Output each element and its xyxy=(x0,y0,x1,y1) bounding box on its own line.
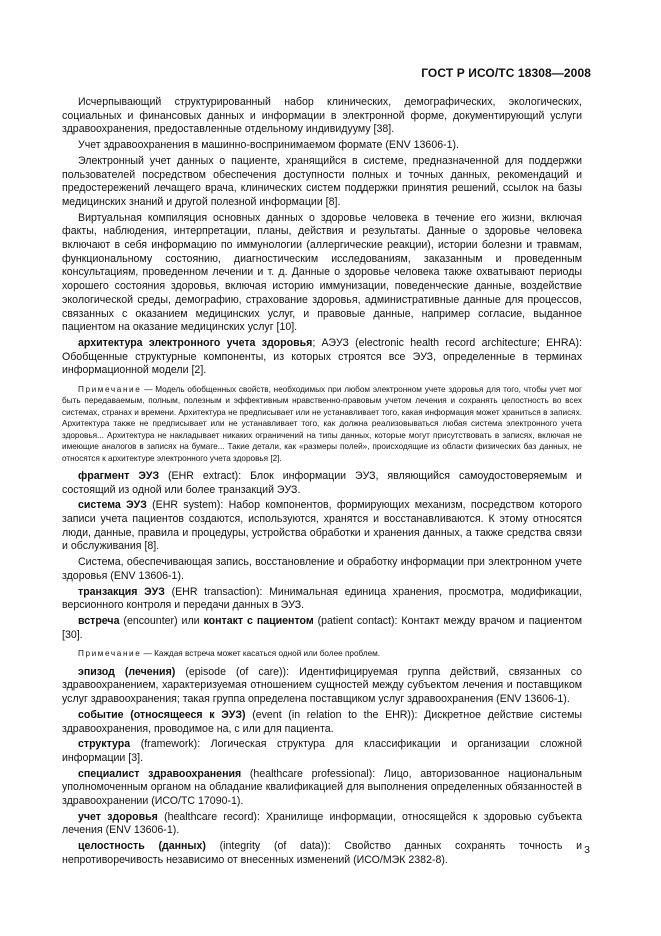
term-definition: целостность (данных) (integrity (of data)): Свойство данных сохранять точность и непротиворечивость независимо от внесенных изменений (ИСО/МЭК 2382-8). xyxy=(62,840,582,866)
term: учет здоровья xyxy=(78,810,158,823)
term: транзакция ЭУЗ xyxy=(78,585,165,598)
term: структура xyxy=(78,738,131,751)
term: система ЭУЗ xyxy=(78,499,147,512)
term: специалист здравоохранения xyxy=(78,767,242,780)
term-definition: учет здоровья (healthcare record): Хранилище информации, относящейся к здоровью субъекта лечения (ENV 13606-1). xyxy=(62,810,582,837)
term-definition: встреча (encounter) или контакт с пациентом (patient contact): Контакт между врачом и пациентом [30]. xyxy=(62,614,582,641)
term: событие (относящееся к ЭУЗ) xyxy=(78,708,246,721)
term-definition: транзакция ЭУЗ (EHR transaction): Минимальная единица хранения, просмотра, модификации, версионного контроля и передачи данных в ЭУЗ. xyxy=(62,585,582,612)
term-definition: структура (framework): Логическая структура для классификации и организации сложной информации [3]. xyxy=(62,738,582,764)
term-definition: фрагмент ЭУЗ (EHR extract): Блок информации ЭУЗ, являющийся самоудостоверяемым и состоящий из одной или более транзакций ЭУЗ. xyxy=(62,469,582,496)
term-definition: событие (относящееся к ЭУЗ) (event (in relation to the EHR)): Дискретное действие системы здравоохранения, проводимое на, с или для пациента. xyxy=(62,708,582,735)
term: эпизод (лечения) xyxy=(78,665,176,678)
standard-header: ГОСТ Р ИСО/ТС 18308—2008 xyxy=(421,66,591,80)
definition-paragraph: Учет здравоохранения в машинно-воспринимаемом формате (ENV 13606-1). xyxy=(78,139,459,152)
note-label: Примечание xyxy=(78,385,142,395)
term: встреча xyxy=(78,614,120,627)
definition-paragraph: Исчерпывающий структурированный набор клинических, демографических, экологических, социальных и финансовых данных и информации в электронной форме, документирующий услуги здравоохранения, предоставленные отдельному индивидууму [38]. xyxy=(62,96,582,136)
term: фрагмент ЭУЗ xyxy=(78,469,160,482)
term-definition: система ЭУЗ (EHR system): Набор компонентов, формирующих механизм, посредством которого записи учета пациентов создаются, используются, хранятся и восстанавливаются. К этому относятся люди, данные, правила и процедуры, устройства обработки и хранения данных, а также средства связи и обслуживания [8]. xyxy=(62,499,582,553)
definition-paragraph: Виртуальная компиляция основных данных о здоровье человека в течение его жизни, включая факты, наблюдения, интерпретации, планы, действия и результаты. Данные о здоровье человека включают в себя информацию по иммунологии (аллергические реакции), истории болезни и травмам, функциональному состоянию, диагностическим исследованиям, заказанным и проведенным консультациям, проведенном лечении и т. д. Данные о здоровье человека также охватывают периоды хорошего состояния здоровья, включая историю иммунизации, поведенческие данные, воздействие экологической среды, демографию, страхование здоровья, административные данные для процессов, связанных с оказанием медицинских услуг, и правовые данные, например согласие, выданное пациентом на оказание медицинских услуг [10]. xyxy=(62,211,582,334)
note: Примечание — Каждая встреча может касаться одной или более проблем. xyxy=(78,649,381,659)
page-content xyxy=(62,96,582,870)
definition-paragraph: Система, обеспечивающая запись, восстановление и обработку информации при электронном учете здоровья (ENV 13606-1). xyxy=(62,556,582,582)
term-definition: специалист здравоохранения (healthcare professional): Лицо, авторизованное национальным уполномоченным органом на обладание квалификацией для выполнения определенных обязанностей в здравоохранении (ИСО/ТС 17090-1). xyxy=(62,767,582,808)
definition-paragraph: Электронный учет данных о пациенте, хранящийся в системе, предназначенной для поддержки пользователей посредством обеспечения доступности полных и точных данных, рекомендаций и предостережений лечащего врача, клинических систем поддержки принятия решений, ссылок на базы медицинских знаний и другой полезной информации [8]. xyxy=(62,154,582,208)
note-label: Примечание xyxy=(78,649,142,659)
term-definition: эпизод (лечения) (episode (of care)): Идентифицируемая группа действий, связанных со здравоохранением, характеризуемая отношением сущностей между субъектом лечения и поставщиком услуг здравоохранения; такая группа определена поставщиком услуг здравоохранения (ENV 13606-1). xyxy=(62,665,583,706)
term: архитектура электронного учета здоровья xyxy=(78,336,313,349)
note: Примечание — Модель обобщенных свойств, необходимых при любом электронном учете здоровья для того, чтобы учет мог быть передаваемым, полным, полезным и эффективным нравственно-правовым учетом лечения и сохранять целостность во всех системах, странах и времени. Архитектура не предписывает или не устанавливает того, какая информация может храниться в записях. Архитектура также не предписывает или не устанавливает того, как должна реализовываться любая система электронного учета здоровья... Архитектура не накладывает никаких ограничений на типы данных, которые могут присутствовать в записях, включая не имеющие аналогов в записях на бумаге... Такие детали, как «размеры полей», происходящие из области физических баз данных, не относятся к архитектуре электронного учета здоровья [2]. xyxy=(62,385,582,463)
term-definition: архитектура электронного учета здоровья; АЭУЗ (electronic health record architecture; EHRA): Обобщенные структурные компоненты, из которых строятся все ЭУЗ, определенные в терминах информационной модели [2]. xyxy=(62,336,583,377)
term: целостность (данных) xyxy=(78,840,206,853)
term: контакт с пациентом xyxy=(203,614,314,627)
page-number: 3 xyxy=(584,844,590,856)
